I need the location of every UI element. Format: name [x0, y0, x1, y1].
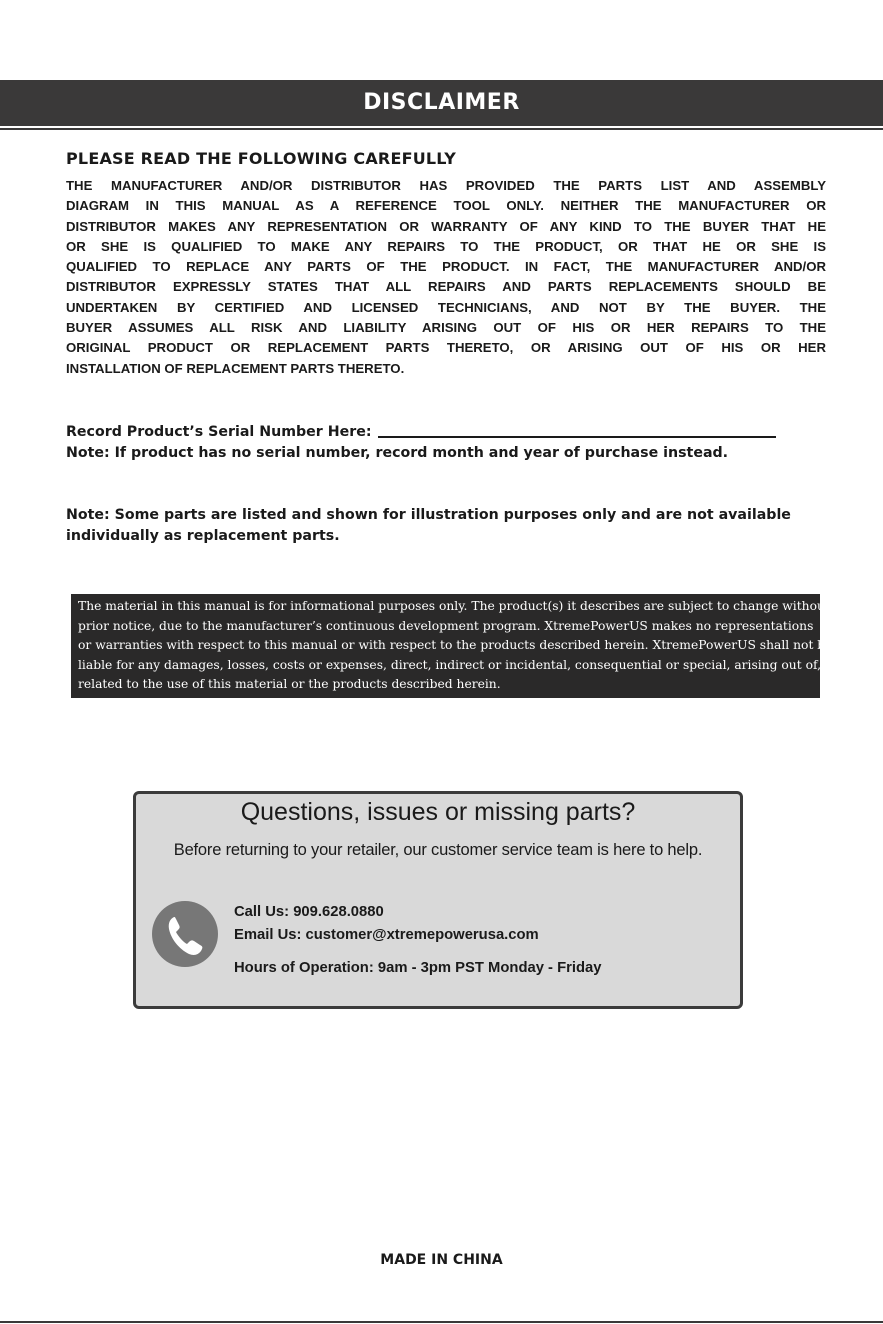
banner-divider: [0, 128, 883, 130]
info-line: prior notice, due to the manufacturer’s continuous development program. XtremePowerUS makes no representations: [78, 618, 814, 633]
section-heading: PLEASE READ THE FOLLOWING CAREFULLY: [66, 149, 456, 168]
info-notice-box: [71, 594, 839, 698]
made-in-label: MADE IN CHINA: [380, 1252, 503, 1268]
info-line: or warranties with respect to this manual or with respect to the products described herein. XtremePowerUS shall not be: [78, 638, 833, 653]
legal-line: DIAGRAM IN THIS MANUAL AS A REFERENCE TOOL ONLY. NEITHER THE MANUFACTURER OR: [66, 198, 826, 214]
serial-note: Note: If product has no serial number, record month and year of purchase instead.: [66, 445, 729, 461]
parts-note: [66, 505, 828, 547]
serial-write-line: [378, 436, 776, 438]
customer-support-box: [133, 791, 743, 1009]
legal-line: UNDERTAKEN BY CERTIFIED AND LICENSED TECHNICIANS, AND NOT BY THE BUYER. THE: [66, 299, 826, 315]
legal-line: THE MANUFACTURER AND/OR DISTRIBUTOR HAS PROVIDED THE PARTS LIST AND ASSEMBLY: [66, 178, 826, 193]
bottom-divider: [0, 1321, 883, 1323]
support-title: Questions, issues or missing parts?: [240, 798, 636, 826]
legal-line: DISTRIBUTOR MAKES ANY REPRESENTATION OR WARRANTY OF ANY KIND TO THE BUYER THAT HE: [66, 218, 826, 234]
serial-record: [66, 424, 776, 440]
disclaimer-banner: [0, 80, 883, 126]
legal-paragraph: [66, 176, 826, 379]
phone-icon: [152, 901, 218, 967]
support-subtitle: Before returning to your retailer, our customer service team is here to help.: [173, 841, 703, 859]
legal-line: DISTRIBUTOR EXPRESSLY STATES THAT ALL REPAIRS AND PARTS REPLACEMENTS SHOULD BE: [66, 279, 826, 295]
legal-line: INSTALLATION OF REPLACEMENT PARTS THERETO.: [66, 360, 405, 376]
support-email: Email Us: customer@xtremepowerusa.com: [234, 927, 539, 943]
page-title: DISCLAIMER: [363, 90, 520, 115]
legal-line: OR SHE IS QUALIFIED TO MAKE ANY REPAIRS TO THE PRODUCT, OR THAT HE OR SHE IS: [66, 238, 826, 254]
support-hours: Hours of Operation: 9am - 3pm PST Monday - Friday: [234, 960, 602, 976]
legal-line: QUALIFIED TO REPLACE ANY PARTS OF THE PRODUCT. IN FACT, THE MANUFACTURER AND/OR: [66, 259, 826, 275]
parts-note-line: Note: Some parts are listed and shown for illustration purposes only and are not available: [66, 507, 791, 523]
parts-note-line: individually as replacement parts.: [66, 528, 340, 544]
info-line: related to the use of this material or the products described herein.: [78, 677, 501, 692]
legal-line: ORIGINAL PRODUCT OR REPLACEMENT PARTS THERETO, OR ARISING OUT OF HIS OR HER: [66, 340, 826, 356]
legal-line: BUYER ASSUMES ALL RISK AND LIABILITY ARISING OUT OF HIS OR HER REPAIRS TO THE: [66, 320, 826, 336]
info-line: The material in this manual is for informational purposes only. The product(s) it describes are subject to change without: [78, 599, 830, 613]
info-line: liable for any damages, losses, costs or expenses, direct, indirect or incidental, consequential or special, arising out of, or: [78, 657, 839, 672]
support-phone: Call Us: 909.628.0880: [234, 904, 384, 920]
serial-label: Record Product’s Serial Number Here:: [66, 424, 372, 440]
